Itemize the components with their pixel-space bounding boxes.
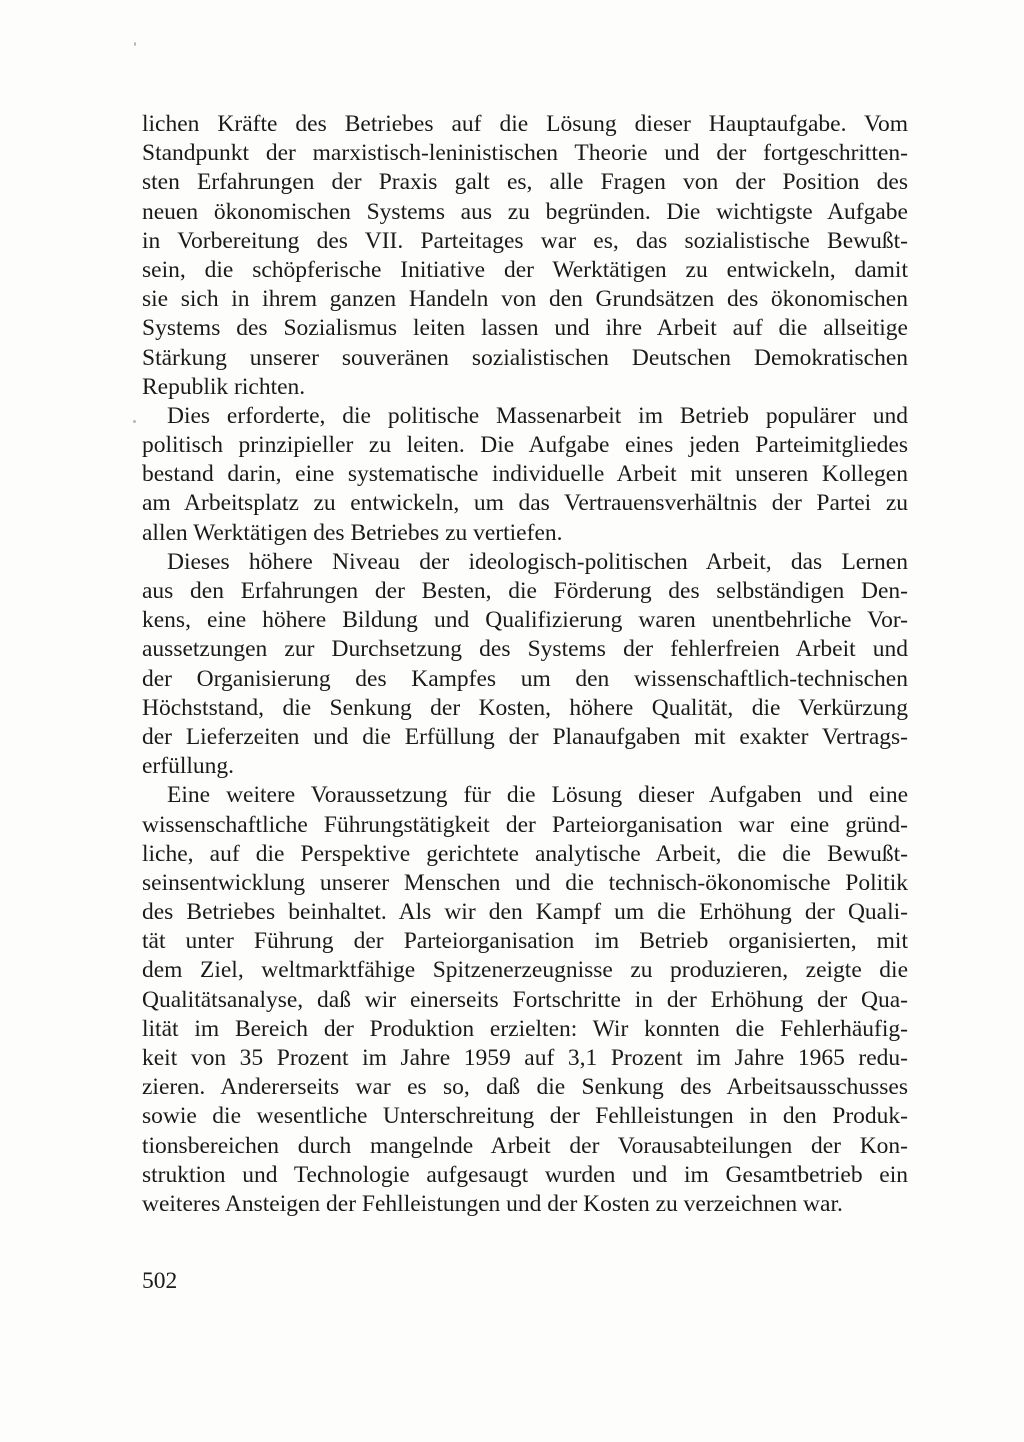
text-line: der Lieferzeiten und die Erfüllung der Planaufgaben mit exakter Vertrags- bbox=[142, 723, 908, 750]
paragraph bbox=[142, 402, 908, 548]
paragraph bbox=[142, 781, 908, 1219]
text-line: der Organisierung des Kampfes um den wissenschaftlich-technischen bbox=[142, 665, 908, 692]
text-line: zieren. Andererseits war es so, daß die Senkung des Arbeitsausschusses bbox=[142, 1074, 908, 1101]
text-line: des Betriebes beinhaltet. Als wir den Kampf um die Erhöhung der Quali- bbox=[142, 899, 908, 926]
text-line: lichen Kräfte des Betriebes auf die Lösung dieser Hauptaufgabe. Vom bbox=[142, 111, 908, 137]
text-line: politisch prinzipieller zu leiten. Die Aufgabe eines jeden Parteimitgliedes bbox=[142, 432, 908, 459]
text-line: Stärkung unserer souveränen sozialistischen Deutschen Demokratischen bbox=[142, 344, 908, 371]
text-line: in Vorbereitung des VII. Parteitages war es, das sozialistische Bewußt- bbox=[142, 227, 908, 254]
text-line: allen Werktätigen des Betriebes zu vertiefen. bbox=[142, 519, 563, 546]
text-line: bestand darin, eine systematische individuelle Arbeit mit unseren Kollegen bbox=[142, 461, 908, 488]
text-line: wissenschaftliche Führungstätigkeit der Parteiorganisation war eine gründ- bbox=[142, 811, 908, 838]
text-line: tät unter Führung der Parteiorganisation im Betrieb organisierten, mit bbox=[142, 928, 908, 955]
text-line: sten Erfahrungen der Praxis galt es, alle Fragen von der Position des bbox=[142, 169, 908, 196]
text-line: neuen ökonomischen Systems aus zu begründen. Die wichtigste Aufgabe bbox=[142, 198, 908, 225]
text-line: sowie die wesentliche Unterschreitung der Fehlleistungen in den Produk- bbox=[142, 1103, 908, 1130]
text-line: liche, auf die Perspektive gerichtete analytische Arbeit, die die Bewußt- bbox=[142, 840, 908, 867]
text-line: struktion und Technologie aufgesaugt wurden und im Gesamtbetrieb ein bbox=[142, 1161, 908, 1188]
text-line: keit von 35 Prozent im Jahre 1959 auf 3,1 Prozent im Jahre 1965 redu- bbox=[142, 1045, 908, 1071]
paragraph bbox=[142, 548, 908, 782]
text-line: tionsbereichen durch mangelnde Arbeit der Vorausabteilungen der Kon- bbox=[142, 1132, 908, 1159]
page-number: 502 bbox=[142, 1268, 178, 1294]
text-line: aus den Erfahrungen der Besten, die Förderung des selbständigen Den- bbox=[142, 578, 908, 604]
text-line: aussetzungen zur Durchsetzung des Systems der fehlerfreien Arbeit und bbox=[142, 636, 908, 663]
text-line: Dieses höhere Niveau der ideologisch-politischen Arbeit, das Lernen bbox=[167, 548, 908, 575]
scan-speck bbox=[134, 42, 136, 46]
text-line: seinsentwicklung unserer Menschen und die technisch-ökonomische Politik bbox=[142, 869, 908, 896]
text-line: sie sich in ihrem ganzen Handeln von den Grundsätzen des ökonomischen bbox=[142, 286, 908, 313]
text-line: Republik richten. bbox=[142, 373, 306, 400]
text-line: lität im Bereich der Produktion erzielten: Wir konnten die Fehlerhäufig- bbox=[142, 1015, 908, 1042]
text-line: erfüllung. bbox=[142, 753, 235, 780]
text-line: Dies erforderte, die politische Massenarbeit im Betrieb populärer und bbox=[167, 402, 908, 429]
text-line: Höchststand, die Senkung der Kosten, höhere Qualität, die Verkürzung bbox=[142, 694, 908, 721]
text-line: dem Ziel, weltmarktfähige Spitzenerzeugnisse zu produzieren, zeigte die bbox=[142, 957, 908, 984]
text-line: kens, eine höhere Bildung und Qualifizierung waren unentbehrliche Vor- bbox=[142, 607, 908, 634]
text-line: Qualitätsanalyse, daß wir einerseits Fortschritte in der Erhöhung der Qua- bbox=[142, 986, 908, 1013]
text-line: sein, die schöpferische Initiative der Werktätigen zu entwickeln, damit bbox=[142, 256, 908, 283]
scan-speck bbox=[133, 420, 136, 423]
text-line: Eine weitere Voraussetzung für die Lösung dieser Aufgaben und eine bbox=[167, 782, 908, 809]
text-line: am Arbeitsplatz zu entwickeln, um das Vertrauensverhältnis der Partei zu bbox=[142, 490, 908, 517]
text-line: weiteres Ansteigen der Fehlleistungen und der Kosten zu verzeichnen war. bbox=[142, 1190, 843, 1217]
body-text bbox=[142, 110, 908, 1219]
text-line: Standpunkt der marxistisch-leninistischen Theorie und der fortgeschritten- bbox=[142, 140, 908, 167]
paragraph bbox=[142, 110, 908, 402]
text-line: Systems des Sozialismus leiten lassen und ihre Arbeit auf die allseitige bbox=[142, 315, 908, 342]
